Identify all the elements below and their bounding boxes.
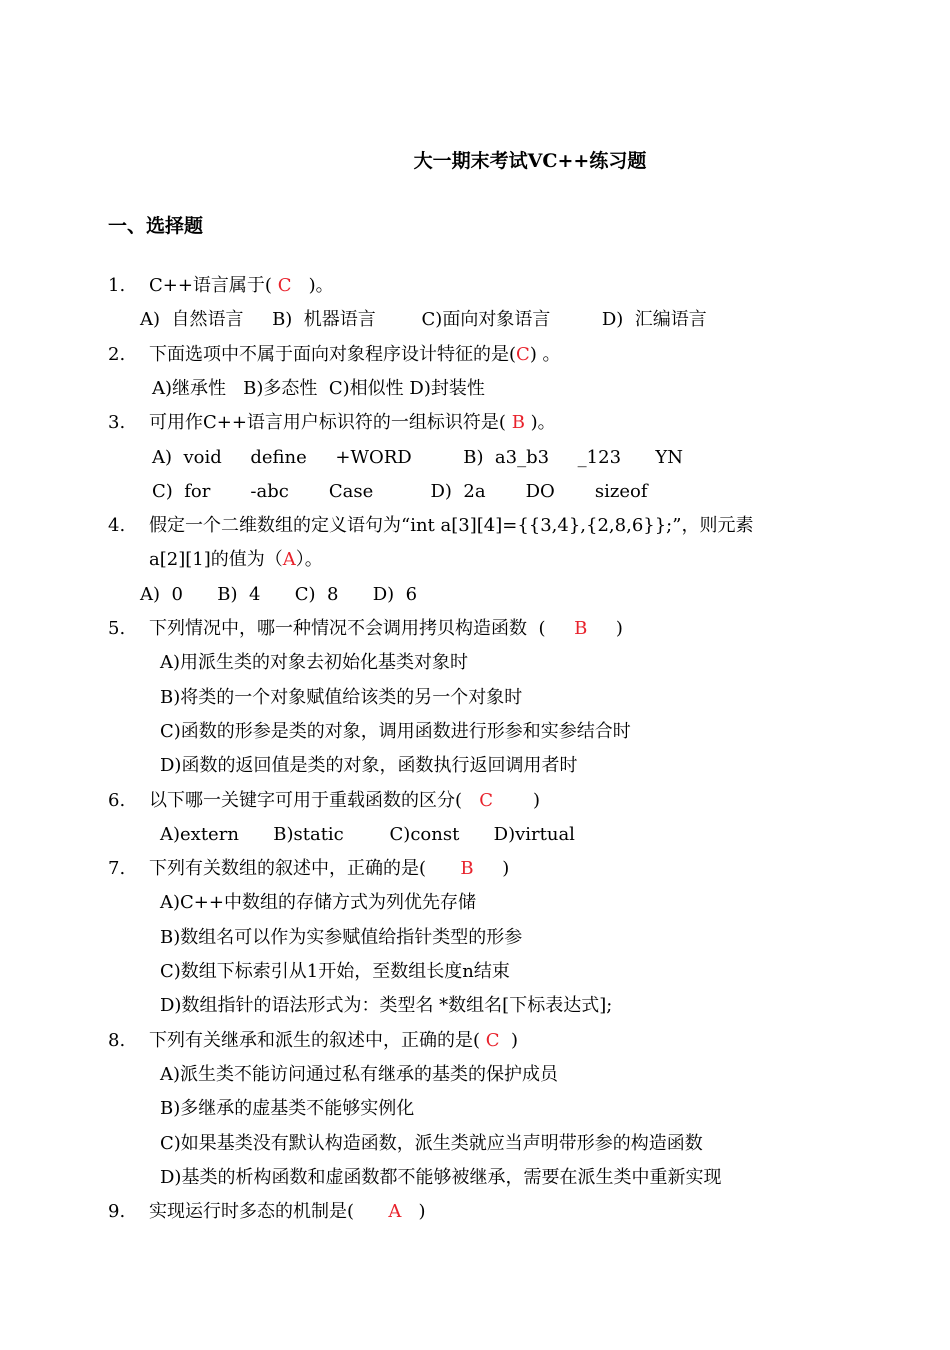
answer-option: A)C++中数组的存储方式为列优先存储: [160, 892, 476, 914]
answer-option: C)如果基类没有默认构造函数，派生类就应当声明带形参的构造函数: [160, 1132, 703, 1154]
stem-text: 下列有关继承和派生的叙述中，正确的是(: [149, 1029, 486, 1051]
stem-text: 以下哪一关键字可用于重载函数的区分(: [149, 789, 480, 811]
stem-text: ): [473, 858, 510, 880]
answer-letter: A: [388, 1201, 402, 1223]
answer-letter: A: [282, 549, 296, 571]
question-number: 9.: [108, 1201, 126, 1223]
question-stem: [149, 1203, 426, 1221]
question-stem: [149, 620, 623, 638]
answer-option: A)继承性 B)多态性 C)相似性 D)封装性: [152, 377, 485, 399]
answer-option: A)用派生类的对象去初始化基类对象时: [160, 652, 469, 674]
answer-option: A) 自然语言 B) 机器语言 C)面向对象语言 D) 汇编语言: [140, 309, 707, 331]
answer-option: D)函数的返回值是类的对象，函数执行返回调用者时: [160, 755, 578, 777]
question-number: 2.: [108, 343, 126, 365]
stem-text: ）。: [295, 549, 323, 571]
question-number: 8.: [108, 1029, 126, 1051]
stem-text: ): [499, 1029, 518, 1051]
stem-text: ): [492, 789, 541, 811]
answer-option: C) for -abc Case D) 2a DO sizeof: [152, 480, 648, 502]
section-heading: 一、选择题: [108, 215, 204, 237]
question-number: 7.: [108, 858, 126, 880]
stem-text: C++语言属于(: [149, 275, 278, 296]
question-stem: [149, 860, 509, 878]
question-stem: [149, 414, 556, 432]
answer-option: C)函数的形参是类的对象，调用函数进行形参和实参结合时: [160, 720, 631, 742]
answer-letter: B: [574, 618, 588, 639]
question-number: 6.: [108, 789, 126, 811]
question-number: 5.: [108, 618, 126, 639]
answer-option: A) 0 B) 4 C) 8 D) 6: [140, 583, 418, 605]
stem-text: 下列情况中，哪一种情况不会调用拷贝构造函数 (: [149, 618, 575, 639]
answer-letter: B: [460, 858, 474, 880]
answer-option: D)数组指针的语法形式为：类型名 *数组名[下标表达式];: [160, 995, 613, 1017]
answer-letter: C: [277, 275, 292, 296]
stem-text: )。: [524, 412, 556, 434]
question-number: 3.: [108, 412, 126, 434]
answer-option: A) void define +WORD B) a3_b3 _123 YN: [152, 446, 683, 468]
answer-option: B)数组名可以作为实参赋值给指针类型的形参: [160, 926, 523, 948]
stem-text: a[2][1]的值为（: [149, 549, 283, 571]
question-stem: [149, 551, 323, 569]
stem-text: 下面选项中不属于面向对象程序设计特征的是(: [149, 343, 517, 365]
stem-text: ): [401, 1201, 426, 1223]
document-title: 大一期末考试VC++练习题: [413, 150, 647, 172]
stem-text: ) 。: [529, 343, 561, 365]
answer-letter: B: [511, 412, 525, 434]
question-stem: [149, 789, 541, 811]
stem-text: 下列有关数组的叙述中，正确的是(: [149, 858, 461, 880]
question-number: 1.: [108, 275, 126, 296]
answer-option: B)多继承的虚基类不能够实例化: [160, 1098, 415, 1120]
stem-text: 可用作C++语言用户标识符的一组标识符是(: [149, 412, 512, 434]
answer-letter: C: [485, 1029, 500, 1051]
question-stem: [149, 343, 561, 365]
stem-text: ): [587, 618, 623, 639]
answer-letter: C: [479, 789, 493, 811]
answer-option: A)extern B)static C)const D)virtual: [160, 823, 575, 845]
question-stem: [149, 517, 753, 535]
question-number: 4.: [108, 515, 126, 537]
answer-option: B)将类的一个对象赋值给该类的另一个对象时: [160, 686, 523, 708]
answer-letter: C: [516, 343, 530, 365]
answer-option: C)数组下标索引从1开始，至数组长度n结束: [160, 961, 510, 982]
answer-option: A)派生类不能访问通过私有继承的基类的保护成员: [160, 1063, 559, 1085]
stem-text: 实现运行时多态的机制是(: [149, 1201, 389, 1223]
question-stem: [149, 1029, 518, 1051]
stem-text: )。: [291, 275, 334, 296]
stem-text: 假定一个二维数组的定义语句为“int a[3][4]={{3,4},{2,8,6}};”，则元素: [149, 515, 754, 537]
question-stem: [149, 277, 334, 295]
answer-option: D)基类的析构函数和虚函数都不能够被继承，需要在派生类中重新实现: [160, 1166, 722, 1188]
